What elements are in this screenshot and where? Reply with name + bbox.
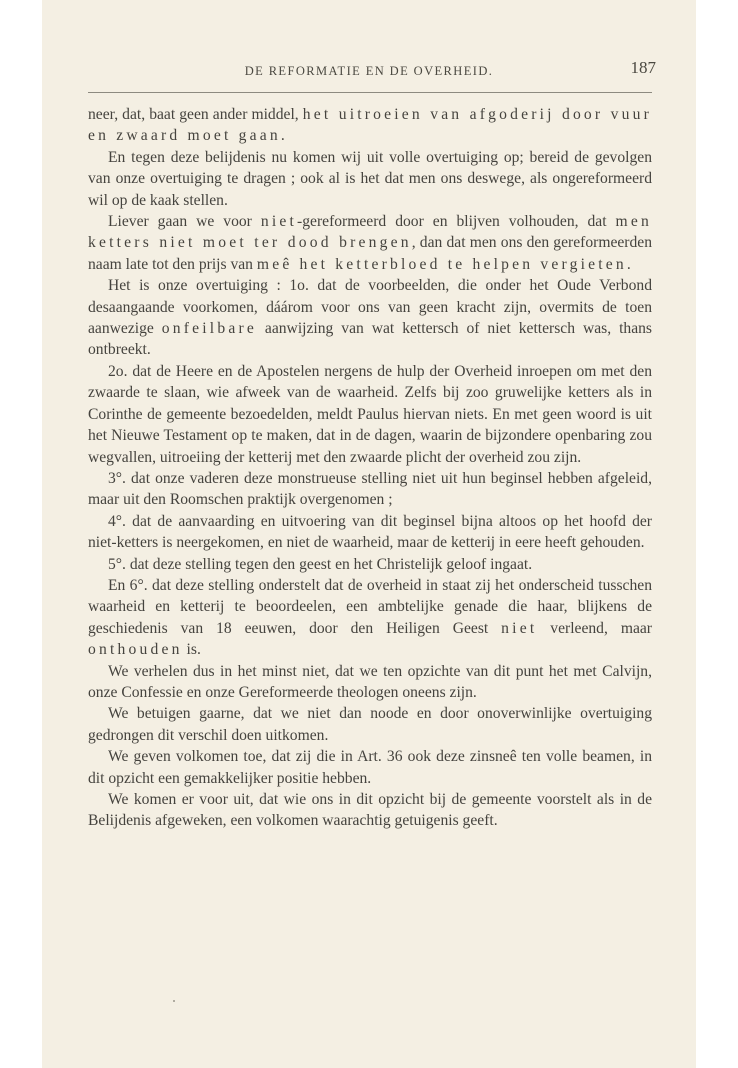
paragraph-3-text: , dan dat men ons den gereformeerden naam late tot den prijs van xyxy=(88,234,653,273)
paragraph-13: We komen er voor uit, dat wie ons in dit opzicht bij de gemeente voorstelt als in de Belijdenis afgeweken, een volkomen waarachtig getuigenis geeft. xyxy=(88,791,652,830)
paragraph-5: 2o. dat de Heere en de Apostelen nergens de hulp der Overheid inroepen om met den zwaarde te slaan, wie afweek van de waarheid. Zelfs bij zoo gruwelijke ketters als in Corinthe de gemeente bezoedelden, meldt Paulus hiervan niets. En met geen woord is uit het Nieuwe Testament op te maken, dat in de dagen, waarin de bijzondere openbaring zou wegvallen, uitroeiing der ketterij met den zwaarde plicht der overheid zou zijn. xyxy=(88,362,652,466)
spaced-emphasis: onfeilbare xyxy=(161,320,257,338)
paragraph-1-text: neer, dat, baat geen ander middel, xyxy=(88,106,303,123)
spaced-emphasis: onthouden xyxy=(88,641,183,659)
paragraph-4-text: Het is onze overtuiging : 1o. dat de voorbeelden, die onder het Oude Verbond desaangaande voorkomen, dáárom voor ons van geen kracht zijn, overmits de toen aanwezige xyxy=(88,277,652,338)
page-header xyxy=(42,58,696,82)
running-title: DE REFORMATIE EN DE OVERHEID. xyxy=(244,64,494,78)
paragraph-6: 3°. dat onze vaderen deze monstrueuse stelling niet uit hun beginsel hebben afgeleid, maar uit den Roomschen praktijk overgenomen ; xyxy=(88,469,652,509)
paragraph-3-text: -gereformeerd door en blijven volhouden, dat xyxy=(297,213,616,231)
spaced-emphasis: het uitroeien van afgoderij door vuur en zwaard moet gaan. xyxy=(88,106,652,145)
paragraph-8: 5°. dat deze stelling tegen den geest en het Christelijk geloof ingaat. xyxy=(108,555,533,573)
paragraph-1 xyxy=(88,104,652,147)
page-number: 187 xyxy=(630,58,656,77)
spaced-emphasis: niet xyxy=(501,619,538,637)
paragraph-9-text: En 6°. dat deze stelling onderstelt dat de overheid in staat zij het onderscheid tusschen waarheid en ketterij te beoordeelen, een ambtelijke genade die haar, blijkens de geschiedenis van 18 eeuwen, door den Heiligen Geest xyxy=(88,576,652,637)
book-page xyxy=(42,0,696,1068)
paper-speck xyxy=(173,1000,175,1002)
paragraph-3 xyxy=(88,211,652,275)
paragraph-3-text: Liever gaan we voor xyxy=(108,213,261,231)
paragraph-2: En tegen deze belijdenis nu komen wij uit volle overtuiging op; bereid de gevolgen van onze overtuiging te dragen ; ook al is het dat men ons deswege, als ongereformeerd wil op de kaak stellen. xyxy=(88,148,652,209)
paragraph-12: We geven volkomen toe, dat zij die in Art. 36 ook deze zinsneê ten volle beamen, in dit opzicht een gemakkelijker positie hebben. xyxy=(88,748,652,787)
spaced-emphasis: men ketters niet moet ter dood brengen xyxy=(88,213,652,252)
paragraph-7: 4°. dat de aanvaarding en uitvoering van dit beginsel bijna altoos op het hoofd der niet-ketters is neergekomen, en niet de waarheid, maar de ketterij in eere heeft gehouden. xyxy=(88,512,652,552)
body-text xyxy=(88,104,652,832)
paragraph-9 xyxy=(88,575,652,661)
paragraph-9-text: is. xyxy=(182,641,201,659)
paragraph-4 xyxy=(88,275,652,361)
spaced-emphasis: meê het ketterbloed te helpen vergieten. xyxy=(256,255,634,273)
paragraph-10: We verhelen dus in het minst niet, dat we ten opzichte van dit punt het met Calvijn, onze Confessie en onze Gereformeerde theologen oneens zijn. xyxy=(88,662,652,701)
header-rule xyxy=(88,92,652,93)
spaced-emphasis: niet xyxy=(260,213,298,231)
paragraph-11: We betuigen gaarne, dat we niet dan noode en door onoverwinlijke overtuiging gedrongen dit verschil doen uitkomen. xyxy=(88,705,652,744)
paragraph-4-text: aanwijzing van wat kettersch of niet kettersch was, thans ontbreekt. xyxy=(88,320,652,359)
paragraph-9-text: verleend, maar xyxy=(537,619,652,637)
